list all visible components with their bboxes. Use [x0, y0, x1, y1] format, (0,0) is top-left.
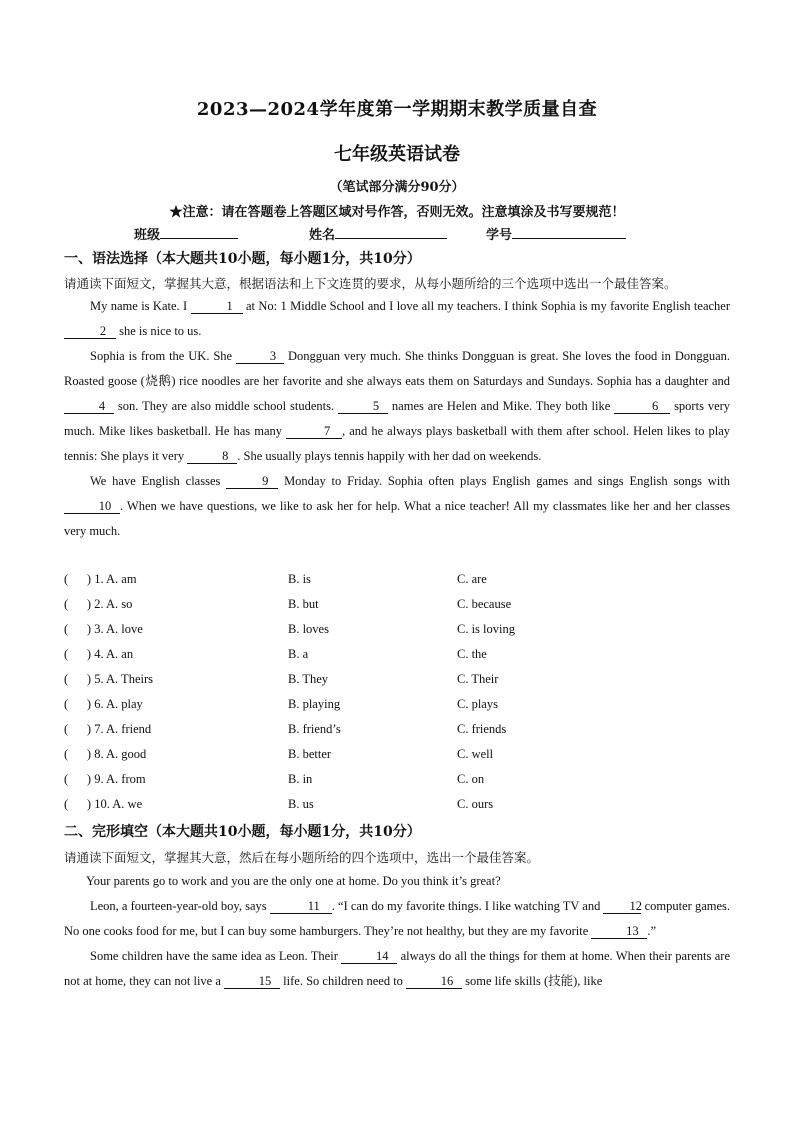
question-option-row [64, 672, 730, 697]
blank-3: 3 [236, 349, 284, 364]
name-field[interactable] [309, 224, 447, 243]
question-option-a[interactable]: ( ) 7. A. friend [64, 722, 152, 736]
section1-heading: 一、语法选择（本大题共10小题，每小题1分，共10分） [64, 251, 421, 267]
question-option-a[interactable]: ( ) 2. A. so [64, 597, 133, 611]
student-id-blank[interactable] [512, 226, 626, 239]
question-option-a[interactable]: ( ) 8. A. good [64, 747, 147, 761]
question-option-b[interactable]: B. playing [288, 697, 341, 711]
question-option-c[interactable]: C. on [457, 772, 485, 786]
question-option-c[interactable]: C. well [457, 747, 494, 761]
question-option-c[interactable]: C. are [457, 572, 487, 586]
question-option-a[interactable]: ( ) 6. A. play [64, 697, 143, 711]
question-option-b[interactable]: B. is [288, 572, 311, 586]
name-label: 姓名 [309, 228, 336, 243]
question-option-b[interactable]: B. better [288, 747, 332, 761]
blank-1: 1 [191, 299, 243, 314]
question-option-b[interactable]: B. They [288, 672, 329, 686]
passage-paragraph: We have English classes 9 Monday to Friday. Sophia often plays English games and sings English songs with 10 . When we have questions, we like to ask her for help. What a nice teacher! All my classmates like her and her classes very much. [64, 474, 731, 538]
blank-11: 11 [270, 899, 332, 914]
question-option-a[interactable]: ( ) 1. A. am [64, 572, 137, 586]
class-label: 班级 [134, 228, 161, 243]
question-option-b[interactable]: B. loves [288, 622, 329, 636]
question-option-a[interactable]: ( ) 9. A. from [64, 772, 146, 786]
class-field[interactable] [134, 224, 238, 243]
class-blank[interactable] [160, 226, 238, 239]
blank-14: 14 [341, 949, 397, 964]
question-option-c[interactable]: C. plays [457, 697, 498, 711]
blank-6: 6 [614, 399, 670, 414]
section2-heading: 二、完形填空（本大题共10小题，每小题1分，共10分） [64, 824, 421, 840]
blank-7: 7 [286, 424, 342, 439]
question-option-a[interactable]: ( ) 4. A. an [64, 647, 134, 661]
question-option-row [64, 722, 730, 747]
passage-paragraph: Leon, a fourteen-year-old boy, says 11 . “I can do my favorite things. I like watching TV and 12 computer games. No one cooks food for me, but I can buy some hamburgers. They’re not healthy, but they are my favorite 13 .” [64, 899, 730, 938]
question-option-b[interactable]: B. us [288, 797, 314, 811]
question-option-a[interactable]: ( ) 10. A. we [64, 797, 143, 811]
blank-10: 10 [64, 499, 120, 514]
blank-16: 16 [406, 974, 462, 989]
question-option-row [64, 697, 730, 722]
section2-instruction: 请通读下面短文，掌握其大意，然后在每小题所给的四个选项中，选出一个最佳答案。 [64, 850, 540, 865]
blank-9: 9 [226, 474, 278, 489]
question-option-c[interactable]: C. because [457, 597, 512, 611]
blank-8: 8 [187, 449, 237, 464]
exam-subtitle: （笔试部分满分90分） [329, 180, 465, 195]
exam-subject-title: 七年级英语试卷 [334, 144, 460, 165]
question-option-row [64, 797, 730, 822]
question-option-b[interactable]: B. a [288, 647, 309, 661]
question-option-c[interactable]: C. is loving [457, 622, 515, 636]
question-option-a[interactable]: ( ) 3. A. love [64, 622, 143, 636]
question-option-row [64, 772, 730, 797]
student-id-field[interactable] [486, 224, 626, 243]
question-option-c[interactable]: C. ours [457, 797, 494, 811]
question-option-row [64, 622, 730, 647]
question-option-row [64, 647, 730, 672]
section1-instruction: 请通读下面短文，掌握其大意，根据语法和上下文连贯的要求，从每小题所给的三个选项中选出一个最佳答案。 [64, 276, 677, 291]
question-option-c[interactable]: C. the [457, 647, 487, 661]
section1-passage [64, 294, 730, 544]
passage-paragraph: Sophia is from the UK. She 3 Dongguan very much. She thinks Dongguan is great. She loves the food in Dongguan. Roasted goose (烧鹅) rice noodles are her favorite and she always eats them on Saturdays and Sundays. Sophia has a daughter and 4 son. They are also middle school students. 5 names are Helen and Mike. They both like 6 sports very much. Mike likes basketball. He has many 7 , and he always plays basketball with them after school. Helen likes to play tennis: She plays it very 8 . She usually plays tennis happily with her dad on weekends. [64, 349, 731, 463]
blank-4: 4 [64, 399, 114, 414]
blank-5: 5 [338, 399, 388, 414]
exam-title: 2023—2024学年度第一学期期末教学质量自查 [196, 99, 598, 120]
question-option-b[interactable]: B. in [288, 772, 313, 786]
passage-paragraph: Your parents go to work and you are the only one at home. Do you think it’s great? [86, 874, 501, 888]
question-option-c[interactable]: C. friends [457, 722, 507, 736]
blank-13: 13 [591, 924, 647, 939]
question-option-b[interactable]: B. but [288, 597, 319, 611]
question-option-row [64, 572, 730, 597]
blank-12: 12 [603, 899, 641, 914]
section2-passage [64, 869, 730, 994]
student-id-label: 学号 [486, 228, 513, 243]
exam-notice: ★注意：请在答题卷上答题区域对号作答，否则无效。注意填涂及书写要规范！ [169, 205, 625, 220]
blank-2: 2 [64, 324, 116, 339]
question-option-row [64, 597, 730, 622]
question-option-c[interactable]: C. Their [457, 672, 499, 686]
blank-15: 15 [224, 974, 280, 989]
name-blank[interactable] [335, 226, 447, 239]
question-option-a[interactable]: ( ) 5. A. Theirs [64, 672, 153, 686]
question-option-b[interactable]: B. friend’s [288, 722, 341, 736]
passage-paragraph: Some children have the same idea as Leon. Their 14 always do all the things for them at home. When their parents are not at home, they can not live a 15 life. So children need to 16 some life skills (技能), like [64, 949, 730, 988]
passage-paragraph: My name is Kate. I 1 at No: 1 Middle School and I love all my teachers. I think Sophia is my favorite English teacher 2 she is nice to us. [64, 294, 730, 344]
question-option-row [64, 747, 730, 772]
